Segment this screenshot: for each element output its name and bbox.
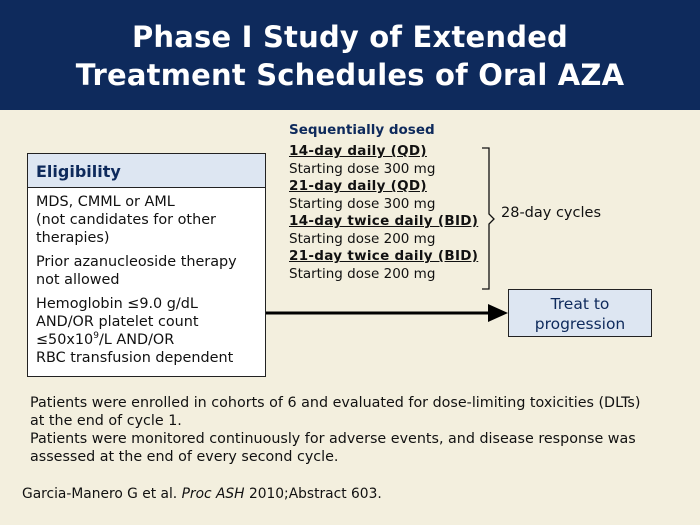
eligibility-heading: Eligibility	[28, 154, 265, 188]
criterion-line: (not candidates for other	[36, 212, 216, 228]
study-notes	[30, 394, 680, 466]
eligibility-criterion-hematology	[36, 295, 259, 367]
citation-details: 2010;Abstract 603.	[244, 486, 382, 502]
criterion-line: not allowed	[36, 272, 120, 288]
schedule-name: 14-day daily (QD)	[289, 143, 427, 159]
title-line-2: Treatment Schedules of Oral AZA	[75, 58, 625, 92]
citation	[22, 486, 382, 502]
criterion-line: AND/OR platelet count	[36, 314, 199, 330]
schedule-dose: Starting dose 200 mg	[289, 265, 436, 282]
schedule-name: 21-day daily (QD)	[289, 178, 427, 194]
schedule-heading: Sequentially dosed	[289, 122, 435, 138]
treat-to-progression-box	[508, 289, 652, 337]
criterion-line: Prior azanucleoside therapy	[36, 254, 237, 270]
schedule-dose: Starting dose 300 mg	[289, 195, 436, 212]
flow-arrow	[266, 300, 510, 326]
schedule-dose: Starting dose 300 mg	[289, 160, 436, 177]
schedule-list	[289, 143, 478, 283]
note-line: Patients were enrolled in cohorts of 6 and evaluated for dose-limiting toxicities (DLTs)	[30, 395, 641, 411]
exponent: 9	[93, 331, 99, 342]
citation-authors: Garcia-Manero G et al.	[22, 486, 182, 502]
note-line: assessed at the end of every second cycle.	[30, 449, 339, 465]
schedule-dose: Starting dose 200 mg	[289, 230, 436, 247]
eligibility-body	[28, 188, 265, 367]
title-line-1: Phase I Study of Extended	[131, 20, 569, 54]
cycles-label: 28-day cycles	[501, 205, 601, 221]
criterion-line	[36, 331, 259, 349]
title-banner	[0, 0, 700, 110]
criterion-line: therapies)	[36, 230, 110, 246]
eligibility-box	[27, 153, 266, 377]
platelet-text: ≤50x10	[36, 332, 94, 348]
schedule-bracket	[480, 146, 500, 292]
citation-journal: Proc ASH	[181, 486, 245, 502]
schedule-name: 21-day twice daily (BID)	[289, 248, 479, 264]
criterion-line: Hemoglobin ≤9.0 g/dL	[36, 296, 198, 312]
criterion-line: MDS, CMML or AML	[36, 194, 175, 210]
schedule-name: 14-day twice daily (BID)	[289, 213, 479, 229]
criterion-line: RBC transfusion dependent	[36, 350, 234, 366]
note-line: Patients were monitored continuously for adverse events, and disease response was	[30, 431, 636, 447]
eligibility-criterion-diagnosis	[36, 193, 259, 247]
eligibility-criterion-prior-therapy	[36, 253, 259, 289]
treat-line: progression	[534, 315, 626, 333]
platelet-unit: /L AND/OR	[98, 332, 175, 348]
note-line: at the end of cycle 1.	[30, 413, 182, 429]
treat-line: Treat to	[550, 295, 610, 313]
